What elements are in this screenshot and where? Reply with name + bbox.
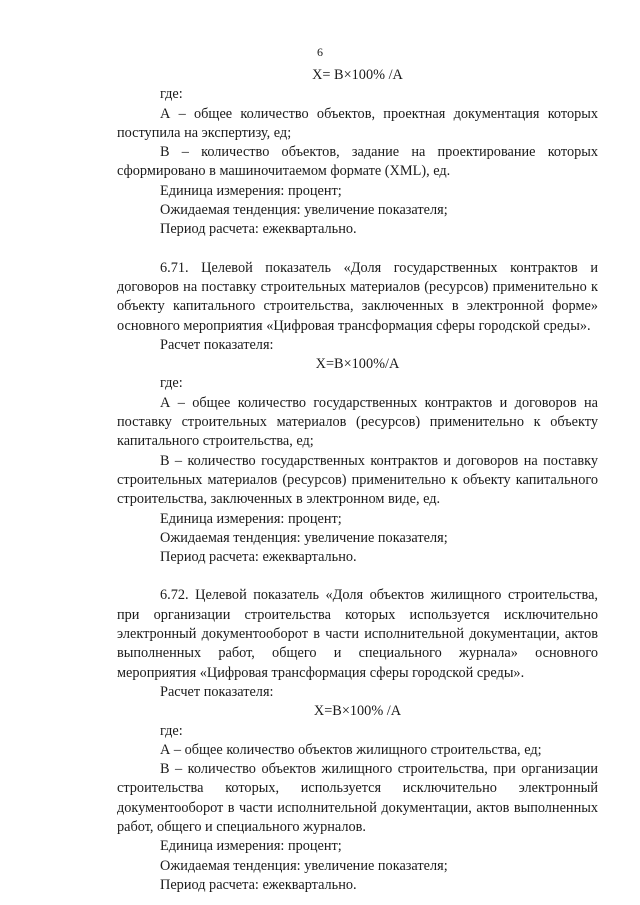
definition-a: А – общее количество государственных контрактов и договоров на поставку строительных материалов (ресурсов) применительно к объекту капитального строительства, ед;: [117, 394, 598, 450]
period-line: Период расчета: ежеквартально.: [160, 876, 357, 893]
section-6-72: [117, 586, 598, 895]
definition-a: А – общее количество объектов, проектная документация которых поступила на экспертизу, ед;: [117, 105, 598, 141]
period-line: Период расчета: ежеквартально.: [160, 549, 357, 566]
trend-line: Ожидаемая тенденция: увеличение показателя;: [160, 857, 448, 874]
definition-a: А – общее количество объектов жилищного строительства, ед;: [160, 741, 542, 758]
definition-b: В – количество государственных контрактов и договоров на поставку строительных материалов (ресурсов) применительно к объекту капитального строительства, заключенных в электронном виде, ед.: [117, 452, 598, 508]
section-heading: 6.72. Целевой показатель «Доля объектов жилищного строительства, при организации строительства которых используется исключительно электронный документооборот в части исполнительной документации, актов выполненных работ, общего и специального журнала» основного мероприятия «Цифровая трансформация сферы городской среды».: [117, 587, 598, 681]
period-line: Период расчета: ежеквартально.: [160, 221, 357, 238]
formula: X= B×100% /A: [312, 67, 403, 83]
where-label: где:: [160, 722, 183, 739]
where-label: где:: [160, 375, 183, 392]
definition-b: В – количество объектов, задание на проектирование которых сформировано в машиночитаемом формате (XML), ед.: [117, 144, 598, 180]
calc-label: Расчет показателя:: [160, 683, 274, 700]
section-prev: [117, 66, 598, 240]
unit-line: Единица измерения: процент;: [160, 510, 342, 527]
page-number: 6: [317, 45, 323, 59]
unit-line: Единица измерения: процент;: [160, 838, 342, 855]
where-label: где:: [160, 86, 183, 103]
definition-b: В – количество объектов жилищного строительства, при организации строительства которых, используется исключительно электронный документооборот в части исполнительной документации, актов выполненных работ, общего и специального журналов.: [117, 761, 598, 835]
spacer: [117, 240, 598, 259]
unit-line: Единица измерения: процент;: [160, 182, 342, 199]
spacer: [117, 567, 598, 586]
formula: X=B×100% /A: [313, 703, 402, 720]
document-body: [117, 66, 598, 895]
section-6-71: [117, 259, 598, 568]
calc-label: Расчет показателя:: [160, 336, 274, 353]
section-heading: 6.71. Целевой показатель «Доля государственных контрактов и договоров на поставку строительных материалов (ресурсов) применительно к объекту капитального строительства, заключенных в электронной форме» основного мероприятия «Цифровая трансформация сферы городской среды».: [117, 259, 598, 334]
formula: X=B×100%/A: [315, 356, 400, 373]
trend-line: Ожидаемая тенденция: увеличение показателя;: [160, 529, 448, 546]
trend-line: Ожидаемая тенденция: увеличение показателя;: [160, 202, 448, 219]
